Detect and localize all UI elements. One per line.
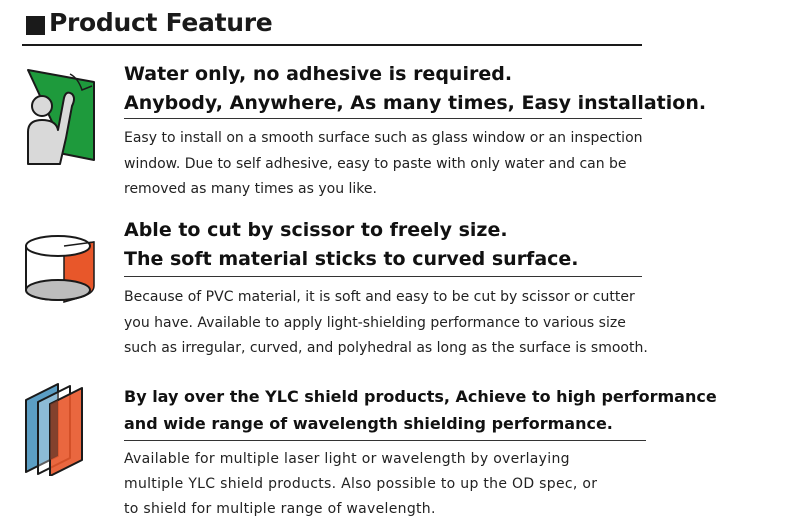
headline-line: and wide range of wavelength shielding performance. xyxy=(124,414,613,433)
feature-headline xyxy=(124,60,706,118)
headline-divider xyxy=(124,440,646,441)
headline-line: Anybody, Anywhere, As many times, Easy installation. xyxy=(124,92,707,114)
description-line: such as irregular, curved, and polyhedral as long as the surface is smooth. xyxy=(124,340,648,356)
layered-shields-icon xyxy=(20,380,100,476)
headline-line: The soft material sticks to curved surface. xyxy=(124,248,579,270)
feature-description xyxy=(124,447,597,522)
section-title: Product Feature xyxy=(49,8,273,37)
description-line: removed as many times as you like. xyxy=(124,181,377,197)
headline-line: Able to cut by scissor to freely size. xyxy=(124,219,508,241)
headline-line: By lay over the YLC shield products, Achieve to high performance xyxy=(124,387,717,406)
description-line: window. Due to self adhesive, easy to paste with only water and can be xyxy=(124,155,627,172)
header-square-icon xyxy=(26,16,45,35)
feature-description xyxy=(124,126,643,203)
description-line: multiple YLC shield products. Also possible to up the OD spec, or xyxy=(124,476,598,492)
description-line: Easy to install on a smooth surface such as glass window or an inspection xyxy=(124,130,643,146)
curved-cylinder-film-icon xyxy=(20,232,100,306)
feature-headline xyxy=(124,216,579,274)
feature-headline xyxy=(124,383,717,437)
description-line: you have. Available to apply light-shielding performance to various size xyxy=(124,314,626,331)
feature-description xyxy=(124,285,648,362)
person-applying-film-icon xyxy=(20,66,100,166)
headline-divider xyxy=(124,276,642,277)
section-header xyxy=(22,6,642,46)
headline-line: Water only, no adhesive is required. xyxy=(124,63,513,85)
description-line: Because of PVC material, it is soft and easy to be cut by scissor or cutter xyxy=(124,289,635,305)
headline-divider xyxy=(124,118,642,119)
description-line: Available for multiple laser light or wavelength by overlaying xyxy=(124,451,570,467)
description-line: to shield for multiple range of wavelength. xyxy=(124,501,436,517)
